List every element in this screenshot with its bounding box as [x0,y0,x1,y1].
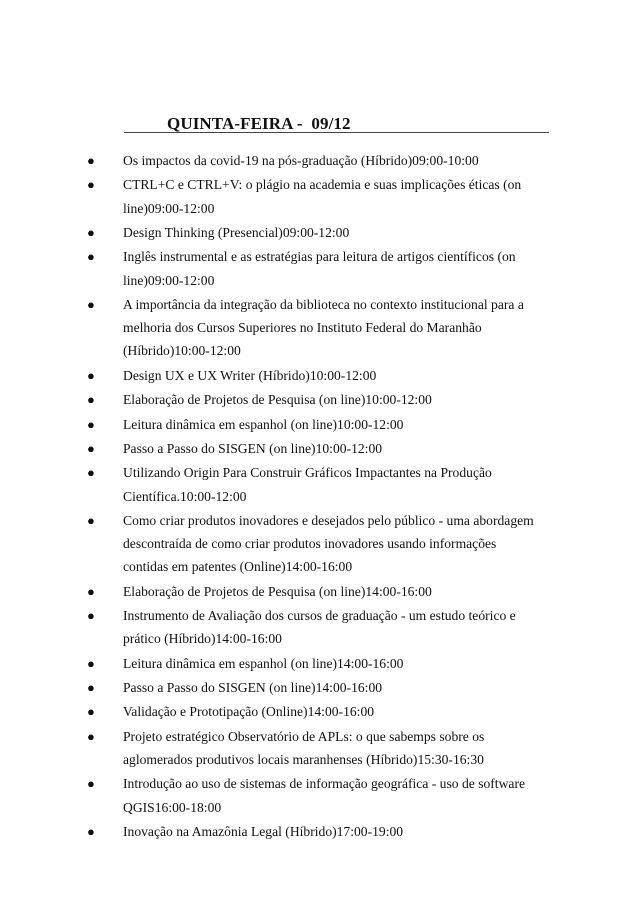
bullet-icon: ● [87,728,95,744]
bullet-icon: ● [87,776,95,792]
list-item [0,604,543,650]
list-item [0,725,543,771]
list-item-text: Os impactos da covid-19 na pós-graduação (Híbrido)09:00-10:00 [123,153,479,168]
list-item [0,772,543,818]
bullet-icon: ● [87,392,95,408]
bullet-icon: ● [87,416,95,432]
bullet-icon: ● [87,824,95,840]
list-item-text: Design Thinking (Presencial)09:00-12:00 [123,224,350,240]
list-item [0,245,543,291]
list-item [0,820,543,843]
bullet-icon: ● [87,512,95,528]
bullet-icon: ● [87,367,95,383]
bullet-icon: ● [87,608,95,624]
list-item [0,676,543,699]
list-item [0,364,543,387]
list-item-text: Elaboração de Projetos de Pesquisa (on line)10:00-12:00 [123,392,432,408]
list-item [0,173,543,219]
list-item-text: Instrumento de Avaliação dos cursos de graduação - um estudo teórico e prático (Híbrido)14:00-16:00 [123,608,516,647]
list-item-text: Inovação na Amazônia Legal (Híbrido)17:00-19:00 [123,824,404,840]
bullet-icon: ● [87,655,95,671]
bullet-icon: ● [87,704,95,720]
list-item [0,437,543,460]
list-item [0,461,543,507]
list-item-text: Design UX e UX Writer (Híbrido)10:00-12:00 [123,367,377,383]
list-item-text: Como criar produtos inovadores e desejados pelo público - uma abordagem descontraída de como criar produtos inovadores usando informações contidas em patentes (Online)14:00-16:00 [123,512,534,575]
list-item-text: Utilizando Origin Para Construir Gráficos Impactantes na Produção Científica.10:00-12:00 [123,465,492,504]
list-item [0,652,543,675]
list-item [0,413,543,436]
bullet-icon: ● [87,440,95,456]
list-item-text: A importância da integração da biblioteca no contexto institucional para a melhoria dos Cursos Superiores no Instituto Federal do Maranhão (Híbrido)10:00-12:00 [123,296,524,359]
bullet-icon: ● [87,224,95,240]
list-item-text: Elaboração de Projetos de Pesquisa (on line)14:00-16:00 [123,583,432,599]
bullet-icon: ● [87,583,95,599]
bullet-icon: ● [87,680,95,696]
list-item [0,700,543,723]
list-item [0,509,543,579]
list-item-text: Leitura dinâmica em espanhol (on line)10:00-12:00 [123,416,404,432]
list-item-text: Passo a Passo do SISGEN (on line)14:00-16:00 [123,680,383,696]
bullet-icon: ● [87,177,95,193]
list-item-text: CTRL+C e CTRL+V: o plágio na academia e suas implicações éticas (on line)09:00-12:00 [123,177,522,216]
bullet-icon: ● [87,465,95,481]
list-item [0,580,543,603]
heading-underline [124,112,549,133]
list-item-text: Passo a Passo do SISGEN (on line)10:00-12:00 [123,440,383,456]
list-item-text: Projeto estratégico Observatório de APLs: o que sabemps sobre os aglomerados produtivos locais maranhenses (Híbrido)15:30-16:30 [123,728,485,768]
list-item-text: Introdução ao uso de sistemas de informação geográfica - uso de software QGIS16:00-18:00 [123,776,525,815]
list-item [0,293,543,363]
bullet-icon: ● [87,249,95,265]
list-item-text: Leitura dinâmica em espanhol (on line)14:00-16:00 [123,655,404,671]
list-item [0,149,543,172]
list-item-text: Validação e Prototipação (Online)14:00-16:00 [123,704,375,720]
page-title: QUINTA-FEIRA - 09/12 [167,114,351,133]
list-item [0,221,543,244]
list-item-text: Inglês instrumental e as estratégias para leitura de artigos científicos (on line)09:00-12:00 [123,249,516,288]
list-item [0,388,543,411]
bullet-icon: ● [87,153,95,168]
bullet-icon: ● [87,296,95,312]
session-list [0,149,638,844]
